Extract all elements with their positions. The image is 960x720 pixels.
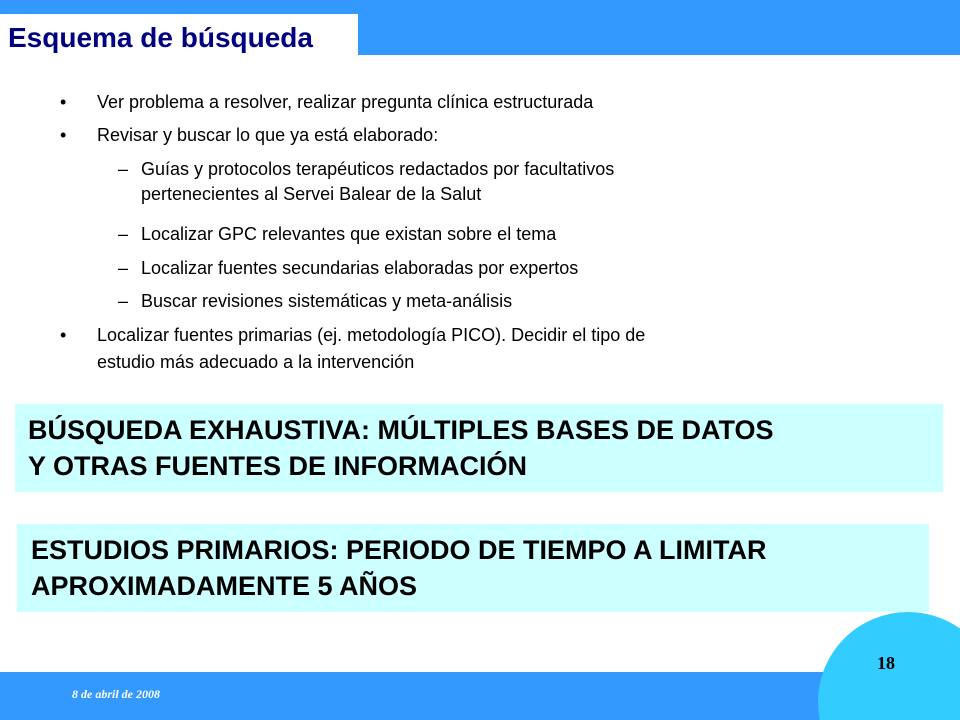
highlight-box-line: APROXIMADAMENTE 5 AÑOS [31,571,418,601]
bullet-marker: • [60,325,67,345]
bullet-text: Ver problema a resolver, realizar pregunta clínica estructurada [97,92,594,112]
highlight-box-line: Y OTRAS FUENTES DE INFORMACIÓN [28,451,528,481]
page-number: 18 [877,653,895,673]
sub-bullet-text: Localizar fuentes secundarias elaboradas por expertos [141,258,579,278]
bullet-text: Revisar y buscar lo que ya está elaborado: [97,125,439,145]
highlight-box-exhaustive-search [15,404,943,492]
bullet-text: estudio más adecuado a la intervención [97,352,415,372]
highlight-box-line: ESTUDIOS PRIMARIOS: PERIODO DE TIEMPO A LIMITAR [31,535,767,565]
sub-bullet-marker: – [118,291,129,311]
slide-title: Esquema de búsqueda [8,22,313,53]
footer-date: 8 de abril de 2008 [72,687,160,701]
bullet-text: Localizar fuentes primarias (ej. metodología PICO). Decidir el tipo de [97,325,646,345]
sub-bullet-marker: – [118,258,129,278]
sub-bullet-marker: – [118,224,129,244]
sub-bullet-text: Guías y protocolos terapéuticos redactados por facultativos [141,159,615,179]
bullet-marker: • [60,125,67,145]
sub-bullet-text: Localizar GPC relevantes que existan sobre el tema [141,224,557,244]
bullet-marker: • [60,92,67,112]
sub-bullet-text: pertenecientes al Servei Balear de la Salut [141,184,482,204]
sub-bullet-marker: – [118,159,129,179]
highlight-box-primary-studies [17,524,929,612]
sub-bullet-text: Buscar revisiones sistemáticas y meta-análisis [141,291,513,311]
highlight-box-line: BÚSQUEDA EXHAUSTIVA: MÚLTIPLES BASES DE DATOS [28,415,774,445]
